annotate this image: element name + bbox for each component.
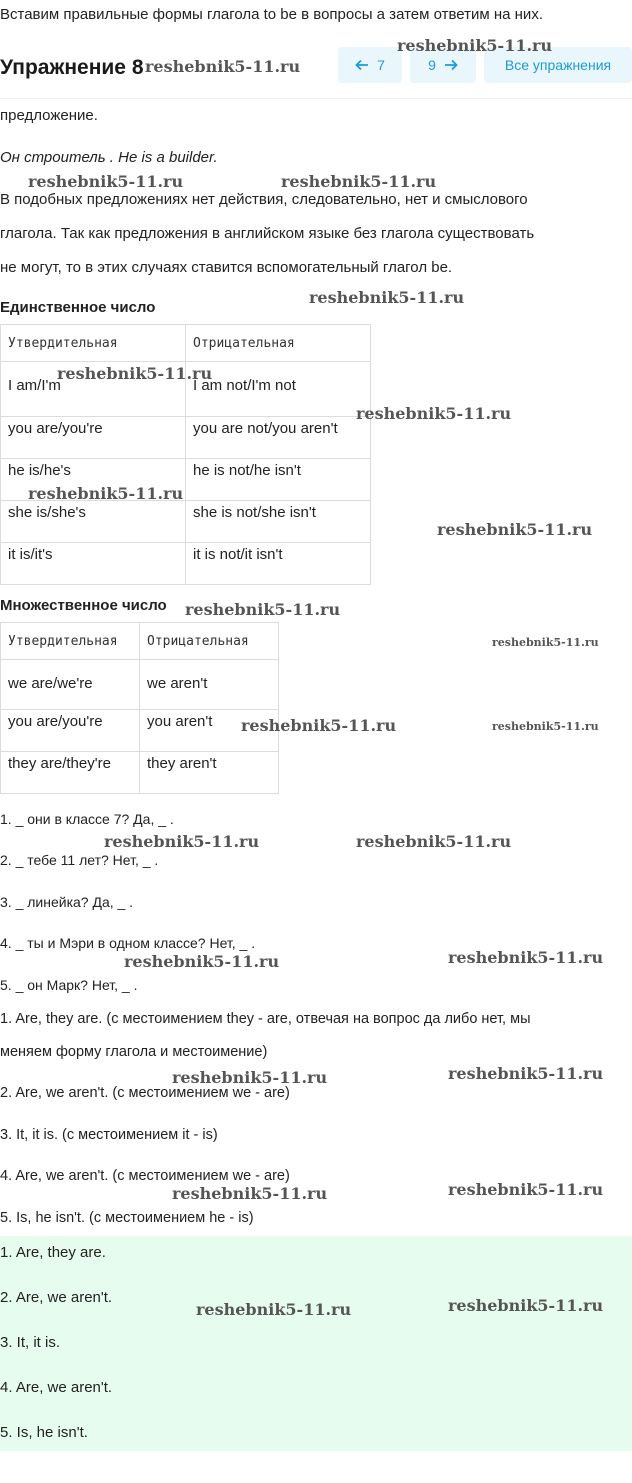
watermark: reshebnik5-11.ru [492, 636, 599, 649]
watermark: reshebnik5-11.ru [309, 288, 465, 307]
table-cell: you are not/you aren't [186, 417, 371, 459]
singular-heading: Единственное число [0, 299, 156, 316]
watermark: reshebnik5-11.ru [28, 484, 184, 503]
table-cell: I am/I'm [1, 362, 186, 417]
question-item: 3. _ линейка? Да, _ . [0, 894, 134, 910]
watermark: reshebnik5-11.ru [241, 716, 397, 735]
answer-item: 4. Are, we aren't. [0, 1379, 113, 1396]
plural-table [0, 622, 279, 794]
watermark: reshebnik5-11.ru [172, 1068, 328, 1087]
table-header-cell: Отрицательная [140, 623, 279, 660]
watermark: reshebnik5-11.ru [196, 1300, 352, 1319]
watermark: reshebnik5-11.ru [185, 600, 341, 619]
table-cell: he is not/he isn't [186, 459, 371, 501]
theory-paragraph-2-line-2: глагола. Так как предложения в английском языке без глагола существовать [0, 225, 535, 242]
watermark: reshebnik5-11.ru [281, 172, 437, 191]
table-cell: you aren't [140, 710, 279, 752]
table-header-cell: Утвердительная [1, 325, 186, 362]
table-cell: they are/they're [1, 752, 140, 794]
prev-exercise-button[interactable] [338, 47, 402, 83]
watermark: reshebnik5-11.ru [172, 1184, 328, 1203]
question-item: 4. _ ты и Мэри в одном классе? Нет, _ . [0, 935, 256, 951]
explanation-1-line-1: 1. Are, they are. (с местоимением they - are, отвечая на вопрос да либо нет, мы [0, 1011, 531, 1027]
explanation-1-line-2: меняем форму глагола и местоимение) [0, 1044, 268, 1060]
table-row [1, 710, 279, 752]
explanation-item: 5. Is, he isn't. (с местоимением he - is) [0, 1210, 254, 1226]
explanation-item: 4. Are, we aren't. (с местоимением we - are) [0, 1168, 290, 1184]
theory-paragraph-1: предложение. [0, 107, 98, 124]
arrow-right-icon [444, 58, 458, 72]
next-exercise-label: 9 [428, 57, 436, 73]
answer-item: 5. Is, he isn't. [0, 1424, 88, 1441]
answer-item: 3. It, it is. [0, 1334, 61, 1351]
table-cell: they aren't [140, 752, 279, 794]
watermark: reshebnik5-11.ru [437, 520, 593, 539]
theory-example: Он строитель . He is a builder. [0, 149, 218, 166]
prev-exercise-label: 7 [377, 57, 385, 73]
table-cell: you are/you're [1, 710, 140, 752]
page-title: Упражнение 8 [0, 56, 144, 79]
watermark: reshebnik5-11.ru [448, 948, 604, 967]
answer-box [0, 1236, 632, 1451]
table-cell: she is not/she isn't [186, 501, 371, 543]
watermark: reshebnik5-11.ru [397, 36, 553, 55]
table-cell: I am not/I'm not [186, 362, 371, 417]
watermark: reshebnik5-11.ru [124, 952, 280, 971]
watermark: reshebnik5-11.ru [448, 1296, 604, 1315]
table-row [1, 501, 371, 543]
watermark: reshebnik5-11.ru [448, 1064, 604, 1083]
header-divider [0, 98, 632, 99]
table-cell: it is/it's [1, 543, 186, 585]
all-exercises-label: Все упражнения [504, 57, 612, 73]
watermark: reshebnik5-11.ru [356, 404, 512, 423]
table-row [1, 660, 279, 710]
table-row [1, 543, 371, 585]
question-item: 1. _ они в классе 7? Да, _ . [0, 811, 174, 827]
watermark: reshebnik5-11.ru [104, 832, 260, 851]
theory-paragraph-2-line-1: В подобных предложениях нет действия, следовательно, нет и смыслового [0, 191, 528, 208]
watermark: reshebnik5-11.ru [448, 1180, 604, 1199]
table-row [1, 752, 279, 794]
table-cell: she is/she's [1, 501, 186, 543]
table-cell: he is/he's [1, 459, 186, 501]
answer-item: 2. Are, we aren't. [0, 1289, 113, 1306]
plural-heading: Множественное число [0, 597, 167, 614]
watermark: reshebnik5-11.ru [356, 832, 512, 851]
table-cell: you are/you're [1, 417, 186, 459]
explanation-item: 3. It, it is. (с местоимением it - is) [0, 1127, 218, 1143]
table-cell: it is not/it isn't [186, 543, 371, 585]
question-item: 5. _ он Марк? Нет, _ . [0, 977, 138, 993]
question-item: 2. _ тебе 11 лет? Нет, _ . [0, 852, 159, 868]
table-header-cell: Утвердительная [1, 623, 140, 660]
theory-paragraph-2-line-3: не могут, то в этих случаях ставится вспомогательный глагол be. [0, 259, 453, 276]
table-row [1, 417, 371, 459]
table-cell: we aren't [140, 660, 279, 710]
answer-item: 1. Are, they are. [0, 1244, 106, 1261]
table-header-cell: Отрицательная [186, 325, 371, 362]
exercise-intro: Вставим правильные формы глагола to be в вопросы а затем ответим на них. [0, 6, 543, 23]
watermark: reshebnik5-11.ru [492, 720, 599, 733]
explanation-item: 2. Are, we aren't. (с местоимением we - are) [0, 1085, 290, 1101]
arrow-left-icon [355, 58, 369, 72]
watermark: reshebnik5-11.ru [57, 364, 213, 383]
watermark: reshebnik5-11.ru [28, 172, 184, 191]
watermark: reshebnik5-11.ru [145, 57, 301, 76]
table-cell: we are/we're [1, 660, 140, 710]
